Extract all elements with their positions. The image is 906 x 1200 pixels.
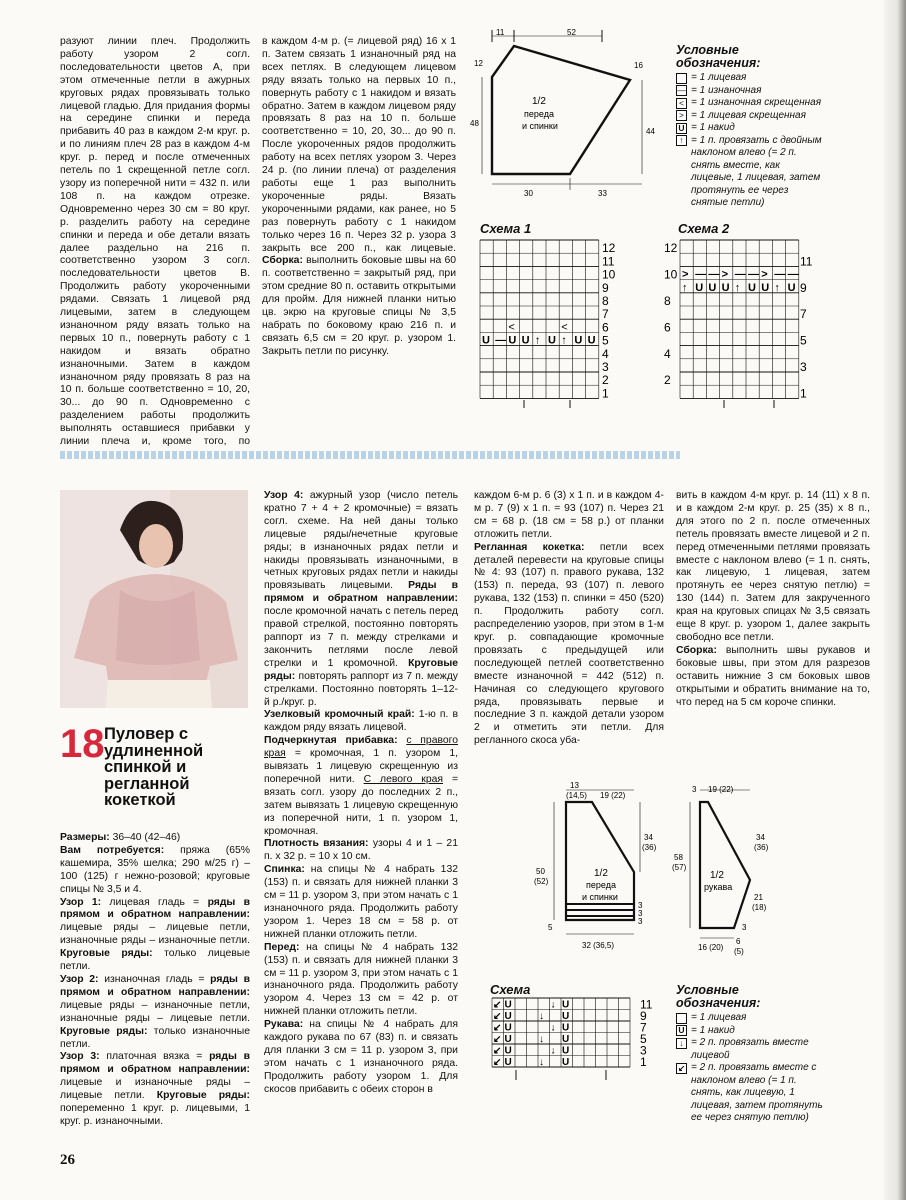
schema2-symbol: U bbox=[721, 281, 730, 294]
schema1-row-label: 8 bbox=[602, 294, 609, 308]
schema2-symbol: — bbox=[774, 268, 786, 281]
schema3-row-label: 9 bbox=[640, 1009, 647, 1023]
dim-32: 32 (36,5) bbox=[582, 941, 615, 950]
pattern1-text3: только лицевые петли. bbox=[60, 948, 251, 973]
edge-label: Узелковый кромочный край: bbox=[264, 709, 415, 721]
schema2-symbol: > bbox=[682, 268, 689, 281]
schema1-row-label: 6 bbox=[602, 320, 609, 335]
legend-bottom-title: Условные обозначения: bbox=[676, 983, 761, 1010]
pattern4-text3: повторять раппорт из 7 п. между стрелками. Постоянно повторять 1–12-й р./круг. р. bbox=[264, 670, 458, 708]
legend-top bbox=[676, 44, 826, 210]
front-text: на спицы № 4 набрать 132 (153) п. и связать для нижней планки 3 см = 11 р. узором 3, при этом начать с 1 изнаночного ряда. Продолжить работу узором 4. Через 13 см = 42 р. от нижней планки отложить петли. bbox=[264, 941, 458, 1018]
dim-21: 21 bbox=[754, 893, 763, 902]
diagram-label-back: и спинки bbox=[522, 121, 558, 131]
back-label: Спинка: bbox=[264, 864, 305, 876]
model-photo bbox=[60, 490, 248, 708]
sleeve-label-half: 1/2 bbox=[710, 870, 724, 881]
legend-text: = 1 лицевая bbox=[691, 1012, 747, 1023]
schema3-row-label: 5 bbox=[640, 1032, 647, 1046]
sleeve-label: рукава bbox=[704, 882, 733, 892]
bottom-column-2 bbox=[264, 490, 458, 1097]
legend-text: = 2 п. провязать вместе с наклоном влево (= 1 п. снять, как лицевую, 1 лицевая, затем протянуть ее через снятую петлю) bbox=[691, 1062, 823, 1123]
schema1-row-label: 7 bbox=[602, 307, 609, 322]
dim-36: (36) bbox=[754, 843, 769, 852]
schema1-symbol: — bbox=[495, 334, 507, 347]
dim-50: 50 bbox=[536, 867, 545, 876]
schema2-chart bbox=[650, 236, 820, 416]
symbol-purl-crossed: < bbox=[676, 98, 687, 109]
schema1-symbol: ↑ bbox=[534, 334, 541, 347]
schema2-symbol: ↑ bbox=[734, 281, 741, 294]
legend-top-item bbox=[676, 135, 826, 210]
legend-bottom bbox=[676, 984, 826, 1125]
legend-text: = 1 накид bbox=[691, 1024, 735, 1036]
bottom-column-3 bbox=[474, 490, 664, 748]
schema1-row-label: 12 bbox=[602, 241, 616, 256]
legend-text: = 1 накид bbox=[691, 122, 735, 133]
schema2-row-label: 12 bbox=[664, 241, 678, 256]
schema3-chart bbox=[490, 996, 670, 1086]
gauge-label: Плотность вязания: bbox=[264, 838, 369, 850]
dim-5: (5) bbox=[734, 947, 744, 956]
schema2-row-label: 3 bbox=[800, 360, 807, 374]
symbol-purl: — bbox=[677, 85, 686, 95]
schema3-symbol: U bbox=[504, 1057, 512, 1068]
top-column-2 bbox=[262, 36, 456, 359]
schema2-row-label: 4 bbox=[664, 346, 671, 361]
schema3-symbol: U bbox=[562, 1011, 570, 1022]
schema3-symbol: U bbox=[504, 1034, 512, 1045]
pattern2-label: Узор 2: bbox=[60, 973, 99, 985]
pattern2-text2: лицевые ряды – изнаночные петли, изнаночные ряды – лицевые петли. bbox=[60, 999, 250, 1024]
schema2-symbol: — bbox=[695, 268, 707, 281]
schema2-symbol: U bbox=[708, 281, 717, 294]
legend-top-item bbox=[676, 72, 826, 85]
symbol-k2tog: ↓ bbox=[676, 1038, 687, 1049]
legend-top-item bbox=[676, 122, 826, 135]
schema3-symbol: ↙ bbox=[493, 1022, 502, 1034]
top-column-1 bbox=[60, 36, 250, 462]
schema3-symbol: ↓ bbox=[550, 1045, 556, 1057]
model-photo-illustration bbox=[60, 490, 248, 708]
dim-30: 30 bbox=[524, 189, 533, 198]
article-number: 18 bbox=[60, 722, 105, 766]
schema3-symbol: ↓ bbox=[539, 1011, 544, 1022]
schema3-symbol: ↓ bbox=[550, 1022, 556, 1034]
schema1-row-label: 4 bbox=[602, 346, 609, 361]
pattern3-text: платочная вязка = bbox=[106, 1051, 203, 1063]
schema1-row-label: 11 bbox=[602, 254, 615, 269]
schema2-row-label: 8 bbox=[664, 294, 671, 308]
schema1-row-label: 3 bbox=[602, 360, 609, 374]
raglan-text: вить в каждом 4-м круг. р. 14 (11) x 8 п. и в каждом 2-м круг. р. 25 (35) x 8 п., для этого по 2 п. после отмеченных петель провязать вместе лицевой и 2 п. перед отмеченными петлями провязать вместе с наклоном влево (= 1 п. снять, как лицевую, 1 лицевая, затем протянуть ее через снятую петлю) = 130 (144) п. Затем для закрученного края на круговых спицах № 3,5 связать еще 8 круг. р. узором 1, далее закрыть свободно все петли. bbox=[676, 490, 870, 643]
sizes-text: 36–40 (42–46) bbox=[112, 832, 181, 843]
schema2-symbol: ↑ bbox=[774, 281, 780, 294]
schema1-symbol: U bbox=[548, 334, 556, 347]
dim-34: 34 bbox=[644, 833, 653, 842]
symbol-knit bbox=[676, 1013, 687, 1024]
symbol-yarn-over: U bbox=[676, 1025, 687, 1036]
schema2-symbol: > bbox=[721, 268, 729, 281]
pattern1-bold: ряды в прямом и обратном направлении: bbox=[60, 896, 250, 921]
symbol-ssk: ↙ bbox=[677, 1062, 686, 1073]
bottom-column-4 bbox=[676, 490, 870, 709]
top-col2-text: в каждом 4-м р. (= лицевой ряд) 16 x 1 п. Затем связать 1 изнаночный ряд на всех петлях. В следующем лицевом ряду вязать только на первых 10 п., повернуть работу с 1 накидом и вязать обратно. Затем в каждом лицевом ряду провязать 8 раз на 10 п. больше соответственно = 10, 20, 30... до 90 п. После укороченных рядов продолжить работу на всех петлях узором 3. Через 24 р. (по линии плеча) от разделения работы еще 1 раз выполнить укороченные ряды. Вязать укороченными рядами, как ранее, но 5 раз повернуть работу с 1 накидом только через 16 п. Через 32 р. узора 3 закрыть все 200 п., как лицевые. bbox=[262, 36, 456, 254]
schema3-symbol: ↙ bbox=[493, 1011, 502, 1022]
pattern4-bold2: Круговые ряды: bbox=[264, 657, 458, 682]
materials-text: пряжа (65% кашемира, 35% шелка; 290 м/25 г) – 100 (125) г нежно-розовой; круговые спицы № 3,5 и 4. bbox=[60, 844, 250, 895]
legend-top-item bbox=[676, 97, 826, 110]
dim-16: 16 (20) bbox=[698, 943, 724, 952]
assembly2-text: выполнить швы рукавов и боковые швы, при этом для разрезов оставить нижние 3 см боковых швов открытыми и обратить внимание на то, что перед на 5 см короче спинки. bbox=[676, 644, 870, 708]
pattern-outline bbox=[492, 46, 630, 174]
symbol-double-decrease: ↑ bbox=[676, 135, 687, 146]
legend-text: = 2 п. провязать вместе лицевой bbox=[691, 1037, 809, 1061]
dim-3: 3 bbox=[692, 785, 697, 794]
schema3-row-label: 11 bbox=[640, 997, 653, 1012]
pattern3-text3: попеременно 1 круг. р. лицевыми, 1 круг. р. изнаночными. bbox=[60, 1103, 250, 1127]
sleeves-label: Рукава: bbox=[264, 1019, 304, 1031]
schema2-title: Схема 2 bbox=[678, 221, 730, 236]
dim-3b: 3 bbox=[638, 909, 643, 918]
schema1-row-label: 10 bbox=[602, 267, 616, 282]
dim-11: 11 bbox=[496, 28, 505, 37]
schema2-symbol: > bbox=[761, 268, 768, 281]
legend-text: = 1 изнаночная скрещенная bbox=[691, 97, 822, 108]
pattern3-bold2: Круговые ряды: bbox=[156, 1090, 251, 1102]
schema2-symbol: — bbox=[734, 268, 746, 281]
dim-12: 12 bbox=[474, 59, 483, 68]
yoke-label: Регланная кокетка: bbox=[474, 541, 585, 553]
dim-5: 5 bbox=[548, 923, 553, 932]
dim-16: 16 bbox=[634, 61, 643, 70]
legend-bottom-item bbox=[676, 1012, 826, 1025]
diagram-label-front: переда bbox=[524, 109, 554, 119]
schema3-symbol: U bbox=[504, 999, 512, 1011]
schema1-symbol: U bbox=[587, 334, 596, 347]
schema2-row-label: 1 bbox=[800, 386, 807, 401]
legend-top-item bbox=[676, 85, 826, 98]
dim-3b: 3 bbox=[742, 923, 747, 932]
legend-bottom-item bbox=[676, 1037, 826, 1062]
schema3-symbol: ↙ bbox=[493, 1045, 502, 1057]
front-label: Перед: bbox=[264, 941, 300, 953]
schema3-symbol: U bbox=[562, 1022, 570, 1034]
schema1-row-label: 9 bbox=[602, 280, 609, 295]
schema3-symbol: U bbox=[504, 1045, 512, 1057]
schema3-symbol: U bbox=[562, 1045, 570, 1057]
schema1-symbol: U bbox=[521, 334, 530, 347]
top-col1-text: разуют линии плеч. Продолжить работу узором 2 согл. последовательности цветов А, при этом отмеченные петли в ажурных круговых рядах провязывать только лицевой гладью. Для придания формы на середине спинки и переда прибавить 40 раз в каждом 2-м круг. р. и по линиям плеч 28 раз в каждом 4-м круг. р. перед и после отмеченных петель по 1 скрещенной петле согл. узору из поперечной нити = 432 п. или 108 п. на каждом отрезке. Одновременно через 30 см = 80 круг. р. разделить работу на середине спинки и переда и обе детали вязать далее раздельно на 216 п. соответственно узором 3 согл. последовательности цветов В. Продолжить работу укороченными рядами. Связать 1 лицевой ряд лицевыми, затем в следующем изнаночном ряду вязать только на первых 10 п., повернуть работу с 1 накидом и вязать обратно изнаночными. Затем в каждом изнаночном ряду провязать 8 раз на 10 п. больше соответственно = 10, 20, 30... до 90 п. Одновременно с разделением работы продолжить выполнять оставшиеся прибавки у линии плеча и, кроме того, по bbox=[60, 36, 250, 448]
dim-58: 58 bbox=[674, 853, 683, 862]
schema2-row-label: 10 bbox=[664, 267, 678, 282]
schema3-symbol: ↓ bbox=[550, 999, 556, 1011]
pattern2-text: изнаночная гладь = bbox=[104, 973, 205, 985]
schema3-symbol: U bbox=[562, 1034, 570, 1045]
assembly-label: Сборка: bbox=[262, 255, 303, 267]
yoke-text: петли всех деталей перевести на круговые спицы № 4: 93 (107) п. правого рукава, 132 (153) п. переда, 93 (107) п. левого рукава, 132 (153) п. спинки = 450 (520) п. Продолжить работу согл. распределению узоров, при этом в 1-м круг. р. совпадающие кромочные провязать с предыдущей или последующей петлей соответственно вместе изнаночной = 442 (512) п. Начиная со следующего кругового ряда, провязывать первые и последние 3 п. каждой детали узором 2 и отметить эти петли. Для регланного скоса уба- bbox=[474, 541, 664, 747]
diagram-label-half: 1/2 bbox=[532, 96, 546, 107]
dim-36: (36) bbox=[642, 843, 657, 852]
schema2-symbol: U bbox=[695, 281, 704, 294]
symbol-knit bbox=[676, 73, 687, 84]
schema2-row-label: 9 bbox=[800, 280, 807, 295]
schema2-row-label: 11 bbox=[800, 254, 813, 269]
dim-34: 34 bbox=[756, 833, 765, 842]
pattern2-text3: только изнаночные петли. bbox=[60, 1025, 251, 1050]
schema1-row-label: 2 bbox=[602, 373, 609, 388]
increase-text: = кромочная, 1 п. узором 1, вывязать 1 лицевую скрещенную из поперечной нити. bbox=[264, 748, 459, 785]
pattern4-text: ажурный узор (число петель кратно 7 + 4 + 2 кромочные) = вязать согл. схеме. На ней даны только лицевые ряды/нечетные круговые ряды; в изнаночных рядах петли и накиды провязывать изнаночными, в четных круговых рядах петли и накиды провязывать лицевыми. bbox=[264, 490, 459, 592]
dim-52: (52) bbox=[534, 877, 549, 886]
page-edge-shadow bbox=[884, 0, 906, 1200]
pattern4-bold: Ряды в прямом и обратном направлении: bbox=[264, 580, 459, 605]
body-schematic bbox=[530, 780, 670, 960]
schema1-symbol: < bbox=[508, 321, 515, 334]
legend-top-title: Условные обозначения: bbox=[676, 43, 761, 70]
schema2-symbol: — bbox=[748, 268, 759, 281]
pattern3-bold: ряды в прямом и обратном направлении: bbox=[60, 1051, 250, 1076]
dim-19: 19 (22) bbox=[708, 785, 734, 794]
schema2-row-label: 2 bbox=[664, 373, 671, 388]
back-text: на спицы № 4 набрать 132 (153) п. и связать для нижней планки 3 см = 11 р. узором 3, при этом начать с 1 изнаночного ряда. Продолжить работу узором 1. Через 18 см = 58 р. от нижней планки отложить петли. bbox=[264, 864, 458, 940]
dim-13: 13 bbox=[570, 781, 579, 790]
legend-top-item bbox=[676, 110, 826, 123]
dim-52: 52 bbox=[567, 28, 576, 37]
schema2-symbol: U bbox=[761, 281, 770, 294]
schema3-symbol: U bbox=[562, 999, 570, 1011]
assembly2-label: Сборка: bbox=[676, 644, 717, 656]
schema2-symbol: ↑ bbox=[682, 281, 688, 294]
schema3-row-label: 1 bbox=[640, 1055, 647, 1069]
dim-19: 19 (22) bbox=[600, 791, 626, 800]
schema2-row-label: 5 bbox=[800, 333, 807, 348]
schema1-symbol: ↑ bbox=[561, 334, 567, 347]
schema2-symbol: U bbox=[787, 281, 796, 294]
pattern1-bold2: Круговые ряды: bbox=[60, 948, 153, 960]
legend-bottom-item bbox=[676, 1025, 826, 1038]
schema3-symbol: ↓ bbox=[539, 1034, 544, 1045]
legend-text: = 1 п. провязать с двойным наклоном влево (= 2 п. снять вместе, как лицевые, 1 лицевая, затем протянуть ее через снятые петли) bbox=[691, 134, 822, 208]
dim-44: 44 bbox=[646, 127, 655, 136]
section-divider bbox=[60, 451, 680, 459]
schema3-symbol: U bbox=[504, 1011, 512, 1022]
pattern3-label: Узор 3: bbox=[60, 1051, 100, 1063]
pattern3-text2: лицевые и изнаночные ряды – лицевые петли. bbox=[60, 1077, 250, 1102]
schema1-row-label: 5 bbox=[602, 333, 609, 348]
schema2-row-label: 6 bbox=[664, 320, 671, 335]
gauge-text: узоры 4 и 1 – 21 п. x 32 р. = 10 x 10 см. bbox=[264, 838, 458, 863]
pattern1-text: лицевая гладь = bbox=[109, 896, 200, 908]
schema3-symbol: ↓ bbox=[539, 1057, 544, 1068]
schema2-symbol: U bbox=[748, 281, 756, 294]
schema3-row-label: 7 bbox=[640, 1020, 647, 1035]
materials-label: Вам потребуется: bbox=[60, 844, 165, 856]
body-label-back: и спинки bbox=[582, 892, 618, 902]
schema1-symbol: < bbox=[561, 321, 568, 334]
schema3-row-label: 3 bbox=[640, 1043, 647, 1058]
symbol-knit-crossed: > bbox=[676, 110, 687, 121]
schema1-symbol: U bbox=[482, 334, 490, 347]
dim-57: (57) bbox=[672, 863, 687, 872]
schema3-title: Схема bbox=[490, 982, 531, 997]
legend-text: = 1 лицевая bbox=[691, 72, 747, 83]
schema1-symbol: U bbox=[508, 334, 517, 347]
dim-14-5: (14,5) bbox=[566, 791, 587, 800]
schema2-symbol: — bbox=[708, 268, 720, 281]
schema1-symbol: U bbox=[574, 334, 583, 347]
schema2-row-label: 7 bbox=[800, 307, 807, 322]
schema1-chart bbox=[478, 236, 638, 416]
pattern2-bold2: Круговые ряды: bbox=[60, 1025, 148, 1037]
dim-3c: 3 bbox=[638, 917, 643, 926]
pattern4-label: Узор 4: bbox=[264, 490, 304, 501]
schema3-symbol: U bbox=[504, 1022, 512, 1034]
schema1-title: Схема 1 bbox=[480, 221, 532, 236]
increase-left: С левого края bbox=[363, 773, 444, 785]
page-number: 26 bbox=[60, 1152, 75, 1168]
dim-18: (18) bbox=[752, 903, 767, 912]
symbol-yarn-over: U bbox=[676, 123, 687, 134]
schema2-symbol: — bbox=[787, 268, 799, 281]
body-label-front: переда bbox=[586, 880, 616, 890]
schema3-symbol: ↙ bbox=[493, 999, 502, 1011]
pattern2-bold: ряды в прямом и обратном направлении: bbox=[60, 973, 250, 998]
sleeves-continued: каждом 6-м р. 6 (3) x 1 п. и в каждом 4-м р. 7 (9) x 1 п. = 93 (107) п. Через 21 см = 68 р. (18 см = 58 р.) от планки отложить петли. bbox=[474, 490, 664, 540]
article-title: Пуловер с удлиненной спинкой и регланной кокеткой bbox=[104, 725, 204, 809]
legend-bottom-item bbox=[676, 1062, 826, 1125]
legend-text: = 1 изнаночная bbox=[691, 84, 762, 96]
increase-text2: = вязать согл. узору до последних 2 п., затем вывязать 1 лицевую скрещенную из поперечной нити, 1 п. узором 1, кромочная. bbox=[264, 773, 459, 837]
assembly-text: выполнить боковые швы на 60 п. соответственно = закрытый ряд, при этом средние 80 п. оставить открытыми для пройм. Для нижней планки нитью цв. экрю на круговые спицы № 3,5 набрать по боковому краю 216 п. и связать 6,5 см = 20 круг. р. узором 1. Закрыть петли по рисунку. bbox=[262, 255, 457, 357]
legend-text: = 1 лицевая скрещенная bbox=[691, 109, 806, 121]
dim-3a: 3 bbox=[638, 901, 643, 910]
dim-6: 6 bbox=[736, 937, 741, 946]
body-label-half: 1/2 bbox=[594, 868, 608, 879]
dim-48: 48 bbox=[470, 119, 479, 128]
bottom-column-1 bbox=[60, 832, 250, 1129]
front-back-schematic bbox=[462, 22, 662, 202]
schema3-symbol: ↙ bbox=[493, 1034, 502, 1045]
schema1-row-label: 1 bbox=[602, 386, 609, 401]
sleeves-text: на спицы № 4 набрать для каждого рукава по 67 (83) п. и связать для планки 3 см = 11 р. узором 3, при этом начать с 1 изнаночного ряда. Продолжить работу узором 1. Для скосов прибавить с обеих сторон в bbox=[264, 1019, 458, 1095]
schema3-symbol: ↙ bbox=[493, 1057, 502, 1068]
pattern4-text2: после кромочной начать с петель перед правой стрелкой, постоянно повторять раппорт из 7 п. между стрелками и закончить петлями после левой стрелки и 1 кромочной. bbox=[264, 606, 458, 669]
dim-33: 33 bbox=[598, 189, 607, 198]
sleeve-schematic bbox=[672, 780, 782, 960]
pattern1-label: Узор 1: bbox=[60, 896, 102, 908]
sizes-label: Размеры: bbox=[60, 832, 110, 843]
edge-text: 1-ю п. в каждом ряду вязать лицевой. bbox=[264, 709, 458, 734]
increase-right: с правого края bbox=[264, 735, 458, 760]
increase-label: Подчеркнутая прибавка: bbox=[264, 735, 398, 747]
pattern1-text2: лицевые ряды – лицевые петли, изнаночные ряды – изнаночные петли. bbox=[60, 922, 250, 947]
schema3-symbol: U bbox=[562, 1057, 570, 1068]
